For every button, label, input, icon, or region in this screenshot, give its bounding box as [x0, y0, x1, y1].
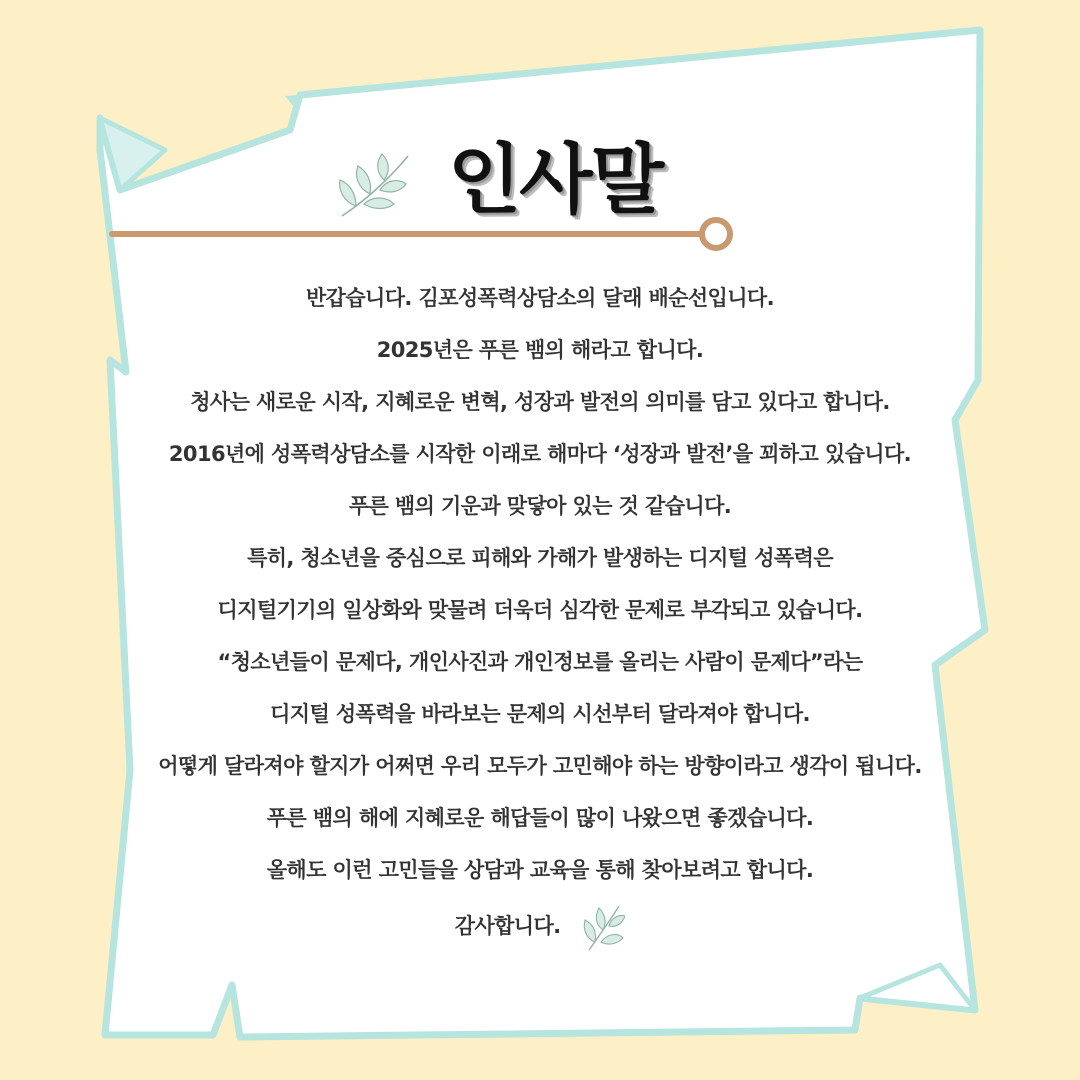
header — [0, 130, 1080, 230]
body-line: 2025년은 푸른 뱀의 해라고 합니다. — [376, 338, 704, 362]
body-line: 청사는 새로운 시작, 지혜로운 변혁, 성장과 발전의 의미를 담고 있다고 합니다. — [190, 390, 890, 414]
body-line: 특히, 청소년을 중심으로 피해와 가해가 발생하는 디지털 성폭력은 — [247, 546, 833, 570]
closing-line — [110, 902, 970, 954]
body-line: 디지털기기의 일상화와 맞물려 더욱더 심각한 문제로 부각되고 있습니다. — [217, 598, 863, 622]
body-line: 어떻게 달라져야 할지가 어쩌면 우리 모두가 고민해야 하는 방향이라고 생각이 됩니다. — [158, 754, 922, 778]
body-line: 디지털 성폭력을 바라보는 문제의 시선부터 달라져야 합니다. — [270, 702, 810, 726]
page-title: 인사말 — [447, 135, 663, 224]
body-line: 반갑습니다. 김포성폭력상담소의 달래 배순선입니다. — [306, 286, 774, 310]
leaf-sprig-icon — [581, 902, 625, 952]
body-line: 푸른 뱀의 기운과 맞닿아 있는 것 같습니다. — [348, 494, 732, 518]
body-line: 올해도 이런 고민들을 상담과 교육을 통해 찾아보려고 합니다. — [266, 858, 814, 882]
body-line: 푸른 뱀의 해에 지혜로운 해답들이 많이 나왔으면 좋겠습니다. — [266, 806, 814, 830]
body-line: 2016년에 성폭력상담소를 시작한 이래로 해마다 ‘성장과 발전’을 꾀하고 있습니다. — [168, 442, 912, 466]
closing-text: 감사합니다. — [454, 914, 561, 938]
body-line: “청소년들이 문제다, 개인사진과 개인정보를 올리는 사람이 문제다”라는 — [217, 650, 863, 674]
greeting-body — [110, 278, 970, 954]
